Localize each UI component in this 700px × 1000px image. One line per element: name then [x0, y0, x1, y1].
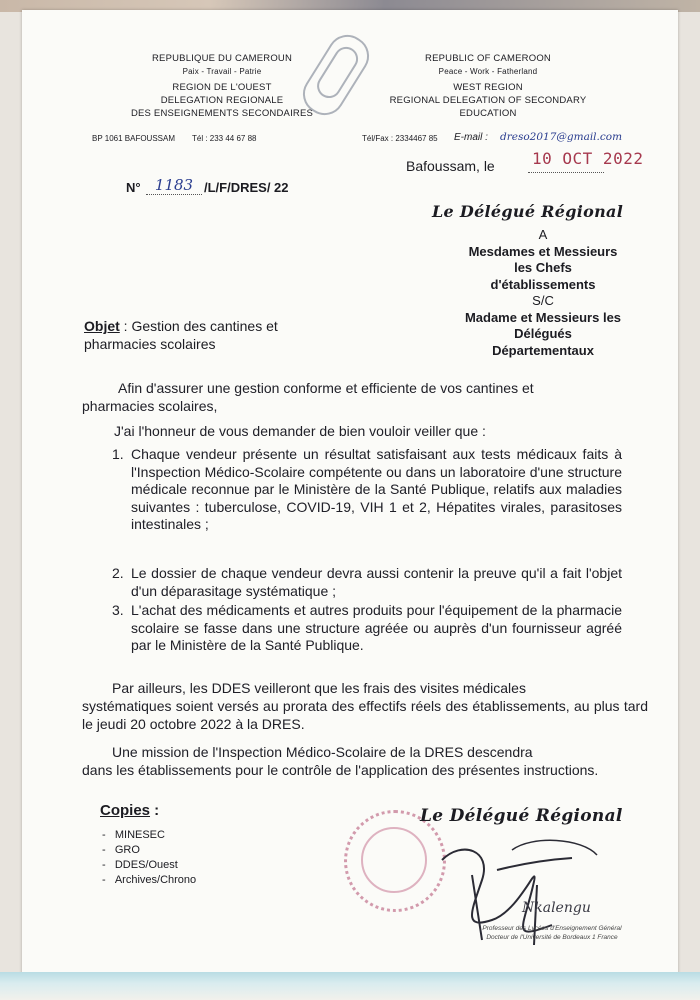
paragraph-3-first-line: Une mission de l'Inspection Médico-Scolaire de la DRES descendra	[112, 744, 533, 760]
subject-label: Objet	[84, 318, 120, 334]
recipient-to: A	[538, 227, 548, 242]
list-item	[112, 446, 622, 556]
header-left-motto: Paix - Travail - Patrie	[182, 67, 262, 76]
list-item-number: 1.	[112, 446, 124, 462]
date-dotted-line	[528, 172, 604, 173]
recipient-line-6: Départementaux	[492, 342, 594, 358]
reference-number: 1183	[146, 176, 202, 195]
header-right	[370, 52, 606, 120]
list-item: - MINESEC	[102, 829, 165, 841]
intro-line-1: Afin d'assurer une gestion conforme et efficiente de vos cantines et	[118, 380, 534, 396]
signature-caption-2: Docteur de l'Université de Bordeaux 1 France	[486, 934, 618, 941]
recipient-block	[420, 227, 666, 359]
recipient-line-2: les Chefs	[514, 260, 572, 275]
header-left-delegation-1: DELEGATION REGIONALE	[160, 95, 284, 106]
recipient-line-3: d'établissements	[490, 276, 596, 292]
place-label: Bafoussam, le	[406, 158, 495, 174]
copies-item: MINESEC	[114, 829, 165, 841]
header-right-motto: Peace - Work - Fatherland	[438, 67, 538, 76]
header-left-delegation-2: DES ENSEIGNEMENTS SECONDAIRES	[130, 108, 314, 119]
signatory-name: Nkalengu	[522, 900, 591, 916]
header-right-email-label: E-mail :	[454, 132, 488, 143]
paragraph-2-rest: systématiques soient versés au prorata des effectifs réels des établissements, au plus tard le jeudi 20 octobre 2022 à la DRES.	[82, 698, 648, 732]
copies-list	[102, 828, 196, 888]
signature-caption	[452, 924, 652, 942]
intro-line-2: pharmacies scolaires,	[82, 398, 218, 414]
list-item-text: Chaque vendeur présente un résultat satisfaisant aux tests médicaux faits à l'Inspection Médico-Scolaire compétente ou dans un laboratoire d'une structure médicale reconnue par le Ministère de la Santé Publique, relatifs aux maladies suivantes : tuberculose, COVID-19, VIH 1 et 2, Hépatites virales, parasitoses intestinales ;	[131, 446, 622, 532]
header-left-country: REPUBLIQUE DU CAMEROUN	[151, 53, 293, 64]
copies-title-text: Copies	[100, 802, 151, 819]
bottom-background-strip	[0, 972, 700, 1000]
header-right-country: REPUBLIC OF CAMEROON	[425, 53, 551, 64]
reference-prefix: N°	[126, 180, 141, 195]
list-item-text: L'achat des médicaments et autres produits pour l'équipement de la pharmacie scolaire se fasse dans une structure agréée ou auprès d'un fournisseur agréé par le Ministère de la Santé Publique.	[131, 602, 622, 653]
list-item: - DDES/Ouest	[102, 859, 178, 871]
request-line: J'ai l'honneur de vous demander de bien vouloir veiller que :	[114, 423, 486, 439]
header-right-delegation-2: EDUCATION	[459, 108, 517, 119]
sender-title: Le Délégué Régional	[432, 202, 624, 221]
header-left-phone: Tél : 233 44 67 88	[192, 134, 257, 143]
header-left	[112, 52, 332, 120]
recipient-line-1: Mesdames et Messieurs	[468, 243, 618, 259]
date-stamp: 10 OCT 2022	[532, 149, 644, 168]
signature-title: Le Délégué Régional	[420, 806, 623, 826]
signature-caption-1: Professeur des Lycées d'Enseignement Général	[482, 925, 622, 932]
subject-text-2: pharmacies scolaires	[84, 336, 216, 352]
recipient-via: S/C	[532, 293, 554, 308]
copies-title-colon: :	[150, 802, 160, 819]
header-right-email: dreso2017@gmail.com	[500, 131, 623, 143]
header-right-fax: Tél/Fax : 2334467 85	[362, 134, 438, 143]
subject-text-1: : Gestion des cantines et	[119, 318, 278, 334]
reference-suffix: /L/F/DRES/ 22	[204, 180, 289, 195]
copies-item: DDES/Ouest	[114, 859, 178, 871]
header-left-region: REGION DE L'OUEST	[172, 82, 272, 93]
copies-title	[100, 802, 159, 819]
copies-item: GRO	[114, 844, 140, 856]
copies-item: Archives/Chrono	[114, 874, 197, 886]
list-item-number: 2.	[112, 565, 124, 581]
paragraph-2-first-line: Par ailleurs, les DDES veilleront que les frais des visites médicales	[112, 680, 526, 696]
subject	[84, 317, 278, 353]
list-item: - GRO	[102, 844, 140, 856]
list-item	[112, 565, 622, 601]
recipient-line-5: Délégués	[514, 326, 572, 341]
header-left-po-box: BP 1061 BAFOUSSAM	[92, 134, 175, 143]
paragraph-3-rest: dans les établissements pour le contrôle de l'application des présentes instructions.	[82, 762, 599, 778]
recipient-line-4: Madame et Messieurs les	[464, 309, 622, 325]
list-item-text: Le dossier de chaque vendeur devra aussi contenir la preuve qu'il a fait l'objet d'un déparasitage systématique ;	[131, 565, 622, 599]
list-item	[112, 602, 622, 674]
header-right-region: WEST REGION	[453, 82, 523, 93]
list-item-number: 3.	[112, 602, 124, 618]
document-page	[22, 10, 678, 988]
list-item: - Archives/Chrono	[102, 874, 197, 886]
header-right-delegation-1: REGIONAL DELEGATION OF SECONDARY	[389, 95, 587, 106]
